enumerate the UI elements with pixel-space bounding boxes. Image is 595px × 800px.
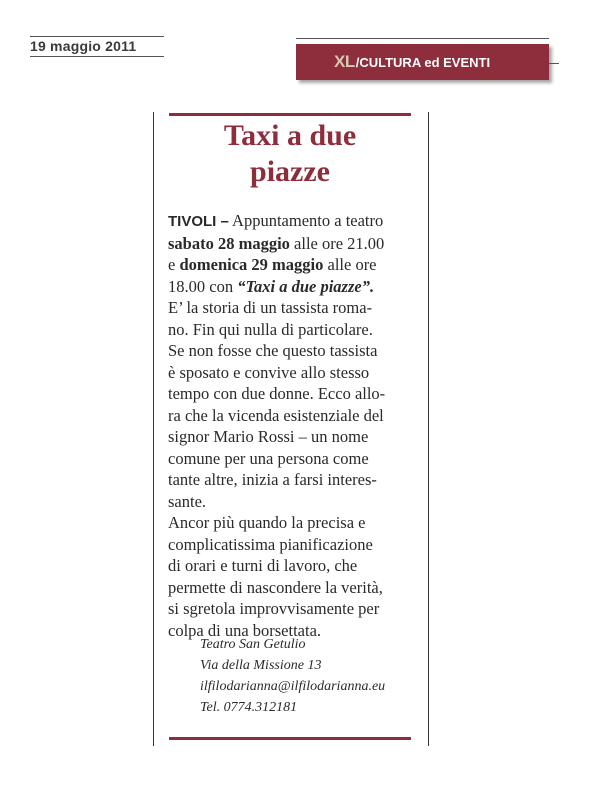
body-line: tante altre, inizia a farsi interes- [168,470,377,489]
section-prefix: XL [334,52,355,71]
body-line: colpa di una borsettata. [168,620,322,640]
title-line-1: Taxi a due [223,119,357,152]
body-text: 18.00 con [168,276,238,296]
article-bottom-rule [169,737,411,740]
body-line: di orari e turni di lavoro, che [168,556,358,575]
body-line: sante. [168,491,207,511]
section-rule [296,38,549,39]
title-line-2: piazze [250,155,330,188]
venue-address: Via della Missione 13 [200,658,322,673]
date-rule-bottom [30,56,164,57]
body-line [168,254,414,276]
show-title: “Taxi a due piazze”. [237,276,375,296]
body-line: è sposato e convive allo stesso [168,362,370,382]
body-line: tempo con due donne. Ecco allo- [168,384,386,403]
issue-date: 19 maggio 2011 [30,38,137,54]
body-line: permette di nascondere la verità, [168,577,383,597]
body-line: complicatissima pianificazione [168,534,373,554]
body-line [168,233,414,255]
body-line [168,276,414,298]
section-rule-tail [549,63,559,64]
column-divider-left [153,112,154,746]
body-line: E’ la storia di un tassista roma- [168,298,373,317]
article-top-rule [169,113,411,116]
body-line: no. Fin qui nulla di particolare. [168,319,373,339]
body-line [168,210,414,233]
article-body [168,210,414,641]
contact-phone: Tel. 0774.312181 [200,700,298,715]
body-line: Se non fosse che questo tassista [168,341,378,360]
body-text: alle ore [323,255,377,274]
lead-place: TIVOLI – [168,213,229,230]
section-banner [296,44,549,80]
column-divider-right [428,112,429,746]
body-line: Ancor più quando la precisa e [168,513,366,532]
body-line: comune per una persona come [168,448,369,468]
venue-name: Teatro San Getulio [200,637,306,652]
body-line: signor Mario Rossi – un nome [168,427,369,446]
body-line: si sgretola improvvisamente per [168,599,380,618]
body-line: ra che la vicenda esistenziale del [168,405,384,425]
body-text: alle ore 21.00 [289,233,385,253]
section-label: /CULTURA ed EVENTI [355,54,491,70]
contact-email: ilfilodarianna@ilfilodarianna.eu [200,679,386,694]
date-highlight: sabato 28 maggio [168,233,290,253]
date-rule-top [30,36,164,37]
body-text: e [168,255,180,274]
body-text: Appuntamento a teatro [228,211,384,230]
date-highlight: domenica 29 maggio [179,255,324,274]
article-title [169,118,411,190]
event-info [200,634,385,718]
